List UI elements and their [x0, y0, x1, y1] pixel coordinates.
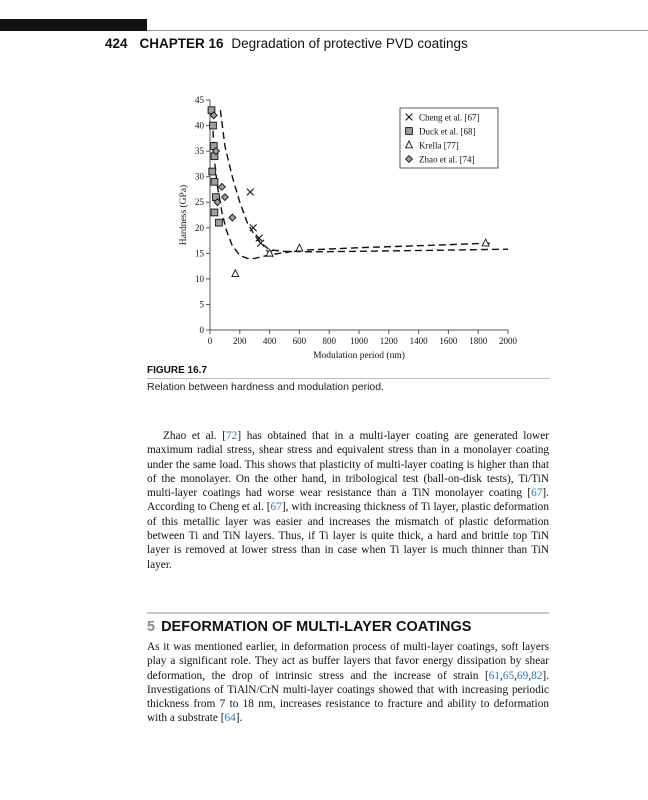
y-tick-label: 45 — [195, 95, 204, 105]
x-tick-label: 1000 — [350, 336, 368, 346]
data-point-diamond — [229, 214, 236, 221]
data-point-triangle — [232, 270, 239, 277]
paragraph-2 — [147, 640, 549, 726]
y-tick-label: 25 — [195, 197, 204, 208]
section-rule — [147, 612, 549, 614]
chapter-title: Degradation of protective PVD coatings — [231, 36, 468, 51]
citation-link[interactable]: 67 — [531, 487, 543, 500]
caption-rule — [147, 378, 549, 379]
y-tick-label: 15 — [195, 248, 204, 259]
figure-caption: Relation between hardness and modulation period. — [147, 381, 384, 393]
data-point-square — [209, 168, 216, 175]
hardness-chart — [160, 90, 520, 365]
y-tick-label: 35 — [195, 146, 204, 157]
legend-label: Duck et al. [68] — [419, 126, 476, 137]
y-tick-label: 10 — [195, 273, 204, 284]
text-run: ]. — [235, 712, 243, 725]
legend-label: Zhao et al. [74] — [419, 154, 475, 165]
page-number: 424 — [105, 36, 128, 51]
y-tick-label: 40 — [195, 120, 204, 131]
y-tick-label: 20 — [195, 222, 204, 233]
text-run: ], with increasing thickness of Ti layer, plastic deformation of this metallic layer was easier and increases the mismatch of plastic deformation between Ti and TiN layers. Thus, if Ti layer is quite thick, a hard and brittle top TiN layer is removed at lower stress than in case when Ti layer is much thinner than TiN layer. — [147, 501, 549, 571]
legend-label: Krella [77] — [419, 140, 459, 151]
text-run: , — [528, 669, 532, 682]
x-tick-label: 400 — [262, 336, 277, 346]
y-axis-label: Hardness (GPa) — [179, 184, 189, 246]
x-tick-label: 1800 — [469, 336, 488, 346]
citation-link[interactable]: 67 — [270, 501, 282, 514]
header-rule — [147, 30, 648, 31]
data-point-x — [257, 240, 264, 247]
data-point-square — [211, 178, 218, 185]
text-run: Zhao et al. [ — [163, 430, 227, 442]
x-tick-label: 200 — [233, 336, 247, 346]
section-title: DEFORMATION OF MULTI-LAYER COATINGS — [161, 619, 472, 635]
text-run: , — [514, 669, 517, 682]
text-run: ]. According to Cheng et al. [ — [147, 487, 549, 514]
y-tick-label: 30 — [195, 171, 204, 182]
x-tick-label: 0 — [207, 336, 213, 346]
data-point-triangle — [296, 244, 303, 251]
section-heading — [147, 619, 471, 635]
data-point-square — [216, 219, 223, 226]
text-run: ] has obtained that in a multi-layer coating are generated lower maximum radial stress, shear stress and equivalent stress than in a monolayer coating under the same load. This shows that plasticity of multi-layer coating is higher than that of the monolayer. On the other hand, in tribological test (ball-on-disk tests), Ti/TiN multi-layer coatings had worse wear resistance than a TiN monolayer coating [ — [147, 430, 549, 500]
legend-label: Cheng et al. [67] — [419, 112, 480, 123]
x-tick-label: 1400 — [409, 336, 428, 346]
data-point-square — [211, 209, 218, 216]
text-run: As it was mentioned earlier, in deformation process of multi-layer coatings, soft layers play a significant role. They act as buffer layers that favor energy dissipation by shear deformation, the drop of intrinsic stress and the increase of strain [ — [147, 641, 549, 682]
data-point-diamond — [222, 194, 229, 201]
header-bar — [0, 19, 147, 31]
data-point-square — [210, 122, 217, 129]
citation-link[interactable]: 69 — [516, 669, 529, 682]
y-tick-label: 5 — [199, 299, 204, 310]
data-point-diamond — [219, 183, 226, 190]
citation-link[interactable]: 72 — [226, 430, 238, 442]
data-point-triangle — [482, 239, 489, 246]
x-tick-label: 600 — [292, 336, 307, 346]
data-point-x — [247, 189, 254, 196]
x-tick-label: 1200 — [379, 336, 398, 346]
y-tick-label: 0 — [199, 325, 204, 335]
text-run: , — [500, 669, 503, 682]
section-number: 5 — [147, 619, 156, 635]
legend-marker-square — [406, 128, 413, 135]
running-head — [105, 36, 468, 51]
text-run: ]. Investigations of TiAlN/CrN multi-layer coatings showed that with increasing periodic thickness from 7 to 18 nm, increases resistance to fracture and ability to deformation with a substrate [ — [147, 669, 549, 725]
x-axis-label: Modulation period (nm) — [313, 351, 405, 361]
citation-link[interactable]: 61 — [488, 669, 501, 682]
x-tick-label: 800 — [322, 336, 336, 346]
citation-link[interactable]: 65 — [502, 669, 515, 682]
figure-label: FIGURE 16.7 — [147, 365, 208, 376]
paragraph-1 — [147, 429, 549, 572]
x-tick-label: 1600 — [439, 336, 458, 346]
x-tick-label: 2000 — [499, 336, 517, 346]
chapter-label: CHAPTER 16 — [139, 36, 224, 51]
citation-link[interactable]: 82 — [531, 669, 543, 682]
citation-link[interactable]: 64 — [224, 712, 236, 725]
